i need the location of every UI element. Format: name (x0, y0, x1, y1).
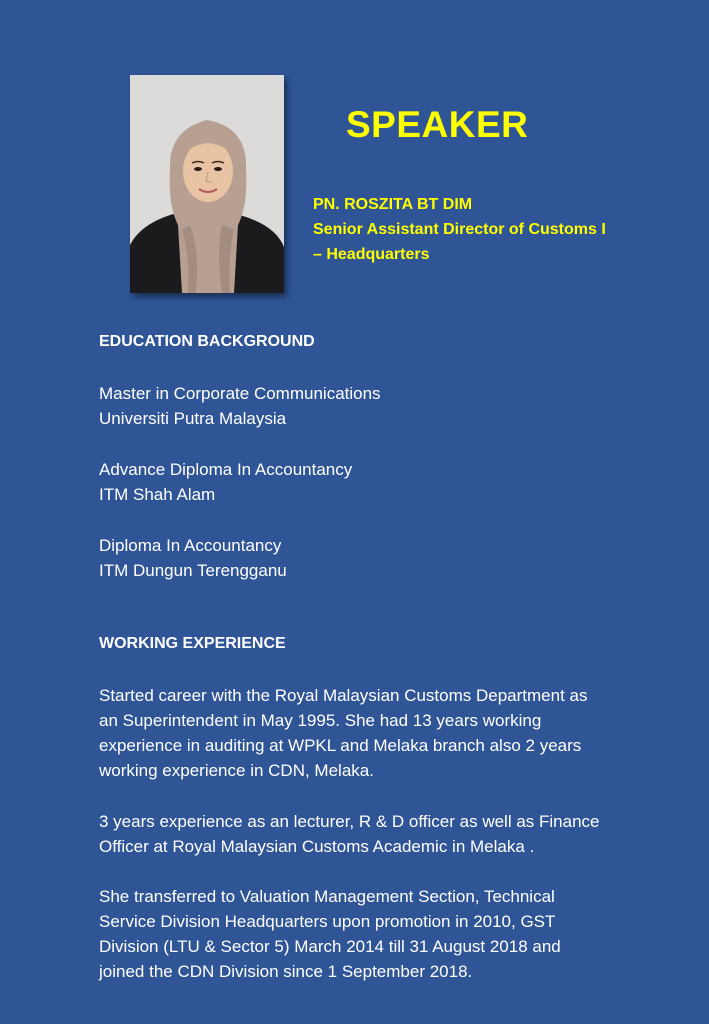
speaker-name: PN. ROSZITA BT DIM (313, 196, 473, 213)
speaker-heading: SPEAKER (346, 104, 529, 145)
paragraph-line: working experience in CDN, Melaka. (99, 761, 374, 780)
experience-paragraph (99, 683, 664, 783)
paragraph-line: an Superintendent in May 1995. She had 13 years working (99, 711, 542, 730)
paragraph-line: Division (LTU & Sector 5) March 2014 till 31 August 2018 and (99, 937, 561, 956)
experience-section-title: WORKING EXPERIENCE (99, 635, 286, 652)
experience-paragraph (99, 884, 664, 984)
speaker-info (313, 192, 653, 267)
education-institution: Universiti Putra Malaysia (99, 409, 287, 428)
paragraph-line: 3 years experience as an lecturer, R & D officer as well as Finance (99, 812, 600, 831)
education-item (99, 533, 287, 583)
education-institution: ITM Shah Alam (99, 485, 216, 504)
experience-paragraph (99, 809, 664, 859)
education-degree: Master in Corporate Communications (99, 384, 381, 403)
paragraph-line: She transferred to Valuation Management Section, Technical (99, 887, 555, 906)
education-section-title: EDUCATION BACKGROUND (99, 333, 315, 350)
paragraph-line: joined the CDN Division since 1 September 2018. (99, 962, 473, 981)
education-institution: ITM Dungun Terengganu (99, 561, 287, 580)
education-item (99, 381, 381, 431)
speaker-title-line-1: Senior Assistant Director of Customs I (313, 221, 606, 238)
education-degree: Advance Diploma In Accountancy (99, 460, 353, 479)
speaker-title-line-2: – Headquarters (313, 246, 430, 263)
paragraph-line: Started career with the Royal Malaysian Customs Department as (99, 686, 588, 705)
speaker-portrait-illustration (130, 75, 284, 293)
education-item (99, 457, 352, 507)
speaker-photo (130, 75, 284, 293)
paragraph-line: Officer at Royal Malaysian Customs Academic in Melaka . (99, 837, 535, 856)
paragraph-line: experience in auditing at WPKL and Melaka branch also 2 years (99, 736, 582, 755)
paragraph-line: Service Division Headquarters upon promotion in 2010, GST (99, 912, 556, 931)
education-degree: Diploma In Accountancy (99, 536, 282, 555)
